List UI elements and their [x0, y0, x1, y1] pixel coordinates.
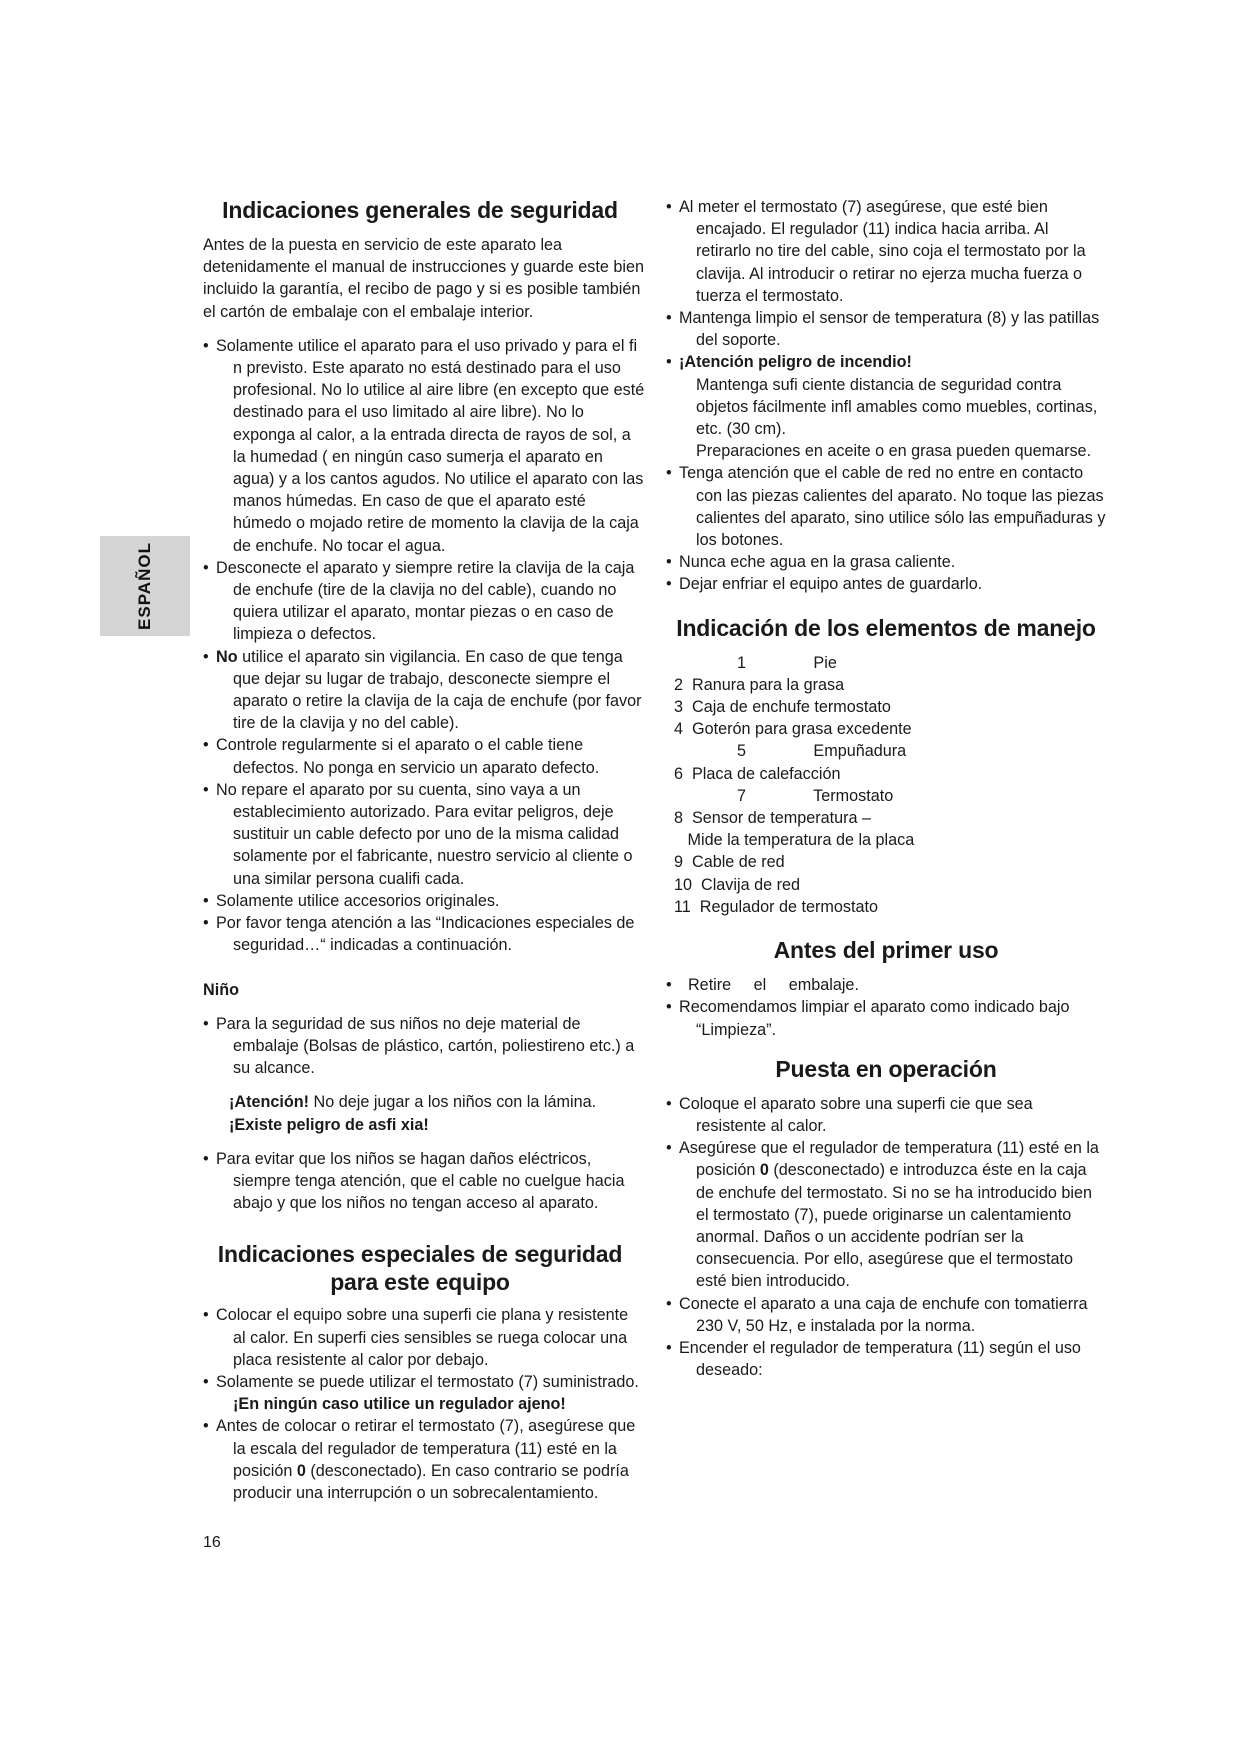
- fire-warning-text: Mantenga sufi ciente distancia de seguridad contra objetos fácilmente infl amables como muebles, cortinas, etc. (30 cm).: [696, 375, 1098, 439]
- list-item-text: (desconectado). En caso contrario se podría producir una interrupción o un sobrecalentamiento.: [233, 1461, 629, 1502]
- list-item: • Encender el regulador de temperatura (11) según el uso deseado:: [666, 1337, 1106, 1381]
- parts-list: [674, 652, 1106, 918]
- bold-no: No: [216, 647, 238, 666]
- right-column: [666, 196, 1106, 1381]
- child-subheading: Niño: [203, 980, 239, 999]
- list-item: • Solamente se puede utilizar el termostato (7) suministrado.: [203, 1371, 645, 1393]
- list-item: • Tenga atención que el cable de red no entre en contacto con las piezas calientes del aparato. No toque las piezas calientes del aparato, sino utilice sólo las empuñaduras y los botones.: [666, 462, 1106, 551]
- warning-bold-2: ¡Existe peligro de asfi xia!: [229, 1115, 429, 1134]
- special-safety-heading: [195, 1240, 645, 1296]
- left-column: [203, 196, 645, 1504]
- parts-item: Mide la temperatura de la placa: [674, 831, 915, 850]
- off-position-symbol: 0: [759, 1161, 769, 1180]
- parts-item: 10 Clavija de red: [674, 875, 800, 894]
- parts-item: 4 Goterón para grasa excedente: [674, 720, 912, 739]
- fire-warning-heading: ¡Atención peligro de incendio!: [679, 353, 912, 372]
- off-position-symbol: 0: [296, 1461, 306, 1480]
- parts-item: 7 Termostato: [674, 786, 894, 805]
- list-item: • Solamente utilice accesorios originales.: [203, 890, 645, 912]
- list-item: • Recomendamos limpiar el aparato como indicado bajo “Limpieza”.: [666, 996, 1106, 1040]
- list-item-text: (desconectado) e introduzca éste en la caja de enchufe del termostato. Si no se ha introducido bien el termostato (7), puede originarse un calentamiento anormal. Daños o un accidente podrían ser la consecuencia. Por ello, asegúrese que el termostato esté bien introducido.: [696, 1161, 1092, 1291]
- list-item-text: Asegúrese que el regulador de temperatura (11) esté en la posición: [679, 1139, 1099, 1180]
- list-item: • No repare el aparato por su cuenta, sino vaya a un establecimiento autorizado. Para evitar peligros, deje sustituir un cable defecto por uno de la misma calidad solamente por el fabricante, nuestro servicio al cliente o una similar persona cualifi cada.: [203, 779, 645, 890]
- list-item: • Mantenga limpio el sensor de temperatura (8) y las patillas del soporte.: [666, 307, 1106, 351]
- general-safety-list: [203, 335, 645, 957]
- list-item: [666, 1137, 1106, 1292]
- child-list: [203, 1013, 645, 1080]
- safety-list-continued: [666, 196, 1106, 596]
- parts-item: 9 Cable de red: [674, 853, 785, 872]
- special-safety-list-2: [203, 1415, 645, 1504]
- operation-heading: Puesta en operación: [775, 1055, 997, 1082]
- general-safety-heading: Indicaciones generales de seguridad: [222, 197, 618, 223]
- parts-item: 6 Placa de calefacción: [674, 764, 841, 783]
- list-item: [203, 646, 645, 735]
- list-item: • Retire el embalaje.: [666, 974, 1106, 996]
- special-heading-line-2: para este equipo: [330, 1269, 510, 1296]
- list-item: • Al meter el termostato (7) asegúrese, que esté bien encajado. El regulador (11) indica hacia arriba. Al retirarlo no tire del cable, sino coja el termostato por la clavija. Al introducir o retirar no ejerza mucha fuerza o tuerza el termostato.: [666, 196, 1106, 307]
- first-use-list: [666, 974, 1106, 1041]
- parts-item: 3 Caja de enchufe termostato: [674, 698, 891, 717]
- list-item-text: utilice el aparato sin vigilancia. En caso de que tenga que dejar su lugar de trabajo, desconecte siempre el aparato o retire la clavija de la caja de enchufe (por favor tire de la clavija y no del cable).: [233, 647, 642, 733]
- list-item: • Controle regularmente si el aparato o el cable tiene defectos. No ponga en servicio un aparato defecto.: [203, 734, 645, 778]
- list-item: • Por favor tenga atención a las “Indicaciones especiales de seguridad…“ indicadas a continuación.: [203, 912, 645, 956]
- intro-paragraph: Antes de la puesta en servicio de este aparato lea detenidamente el manual de instrucciones y guarde este bien incluido la garantía, el recibo de pago y si es posible también el cartón de embalaje con el embalaje interior.: [203, 236, 644, 321]
- list-item: • Dejar enfriar el equipo antes de guardarlo.: [666, 573, 1106, 595]
- no-foreign-regulator-warning: ¡En ningún caso utilice un regulador ajeno!: [233, 1395, 566, 1414]
- parts-item: 8 Sensor de temperatura –: [674, 809, 872, 828]
- parts-item: 2 Ranura para la grasa: [674, 675, 845, 694]
- list-item: • Nunca eche agua en la grasa caliente.: [666, 551, 1106, 573]
- special-safety-list: [203, 1304, 645, 1393]
- list-item: • Para evitar que los niños se hagan daños eléctricos, siempre tenga atención, que el cable no cuelgue hacia abajo y que los niños no tengan acceso al aparato.: [203, 1148, 645, 1215]
- page-number: 16: [203, 1534, 221, 1551]
- list-item: • Solamente utilice el aparato para el uso privado y para el fi n previsto. Este aparato no está destinado para el uso profesional. No lo utilice al aire libre (en excepto que esté destinado para el uso limitado al aire libre). No lo exponga al calor, a la entrada directa de rayos de sol, a la humedad ( en ningún caso sumerja el aparato en agua) y a los cantos agudos. No utilice el aparato con las manos húmedas. En caso de que el aparato esté húmedo o mojado retire de momento la clavija de la caja de enchufe. No tocar el agua.: [203, 335, 645, 557]
- fire-warning-text-2: Preparaciones en aceite o en grasa pueden quemarse.: [696, 442, 1092, 461]
- list-item: • Conecte el aparato a una caja de enchufe con tomatierra 230 V, 50 Hz, e instalada por la norma.: [666, 1293, 1106, 1337]
- operation-list: [666, 1093, 1106, 1382]
- list-item-text: Antes de colocar o retirar el termostato (7), asegúrese que la escala del regulador de temperatura (11) esté en la posición: [216, 1417, 636, 1480]
- warning-bold: ¡Atención!: [229, 1093, 310, 1112]
- warning-text: No deje jugar a los niños con la lámina.: [309, 1093, 597, 1112]
- list-item: • Colocar el equipo sobre una superfi cie plana y resistente al calor. En superfi cies sensibles se ruega colocar una placa resistente al calor por debajo.: [203, 1304, 645, 1371]
- language-tab: [100, 536, 190, 636]
- special-heading-line-1: Indicaciones especiales de seguridad: [217, 1241, 623, 1268]
- suffocation-warning: [229, 1091, 645, 1135]
- parts-item: 11 Regulador de termostato: [674, 897, 878, 916]
- child-list-2: [203, 1148, 645, 1215]
- language-tab-label: ESPAÑOL: [135, 542, 154, 630]
- parts-item: 1 Pie: [674, 653, 837, 672]
- first-use-heading: Antes del primer uso: [773, 937, 999, 964]
- list-item: • Para la seguridad de sus niños no deje material de embalaje (Bolsas de plástico, cartón, poliestireno etc.) a su alcance.: [203, 1013, 645, 1080]
- list-item: [203, 1415, 645, 1504]
- list-item: • Coloque el aparato sobre una superfi cie que sea resistente al calor.: [666, 1093, 1106, 1137]
- list-item: • Desconecte el aparato y siempre retire la clavija de la caja de enchufe (tire de la clavija no del cable), cuando no quiera utilizar el aparato, montar piezas o en caso de limpieza o defectos.: [203, 557, 645, 646]
- controls-heading: Indicación de los elementos de manejo: [676, 614, 1096, 641]
- list-item: [666, 351, 1106, 462]
- parts-item: 5 Empuñadura: [674, 742, 907, 761]
